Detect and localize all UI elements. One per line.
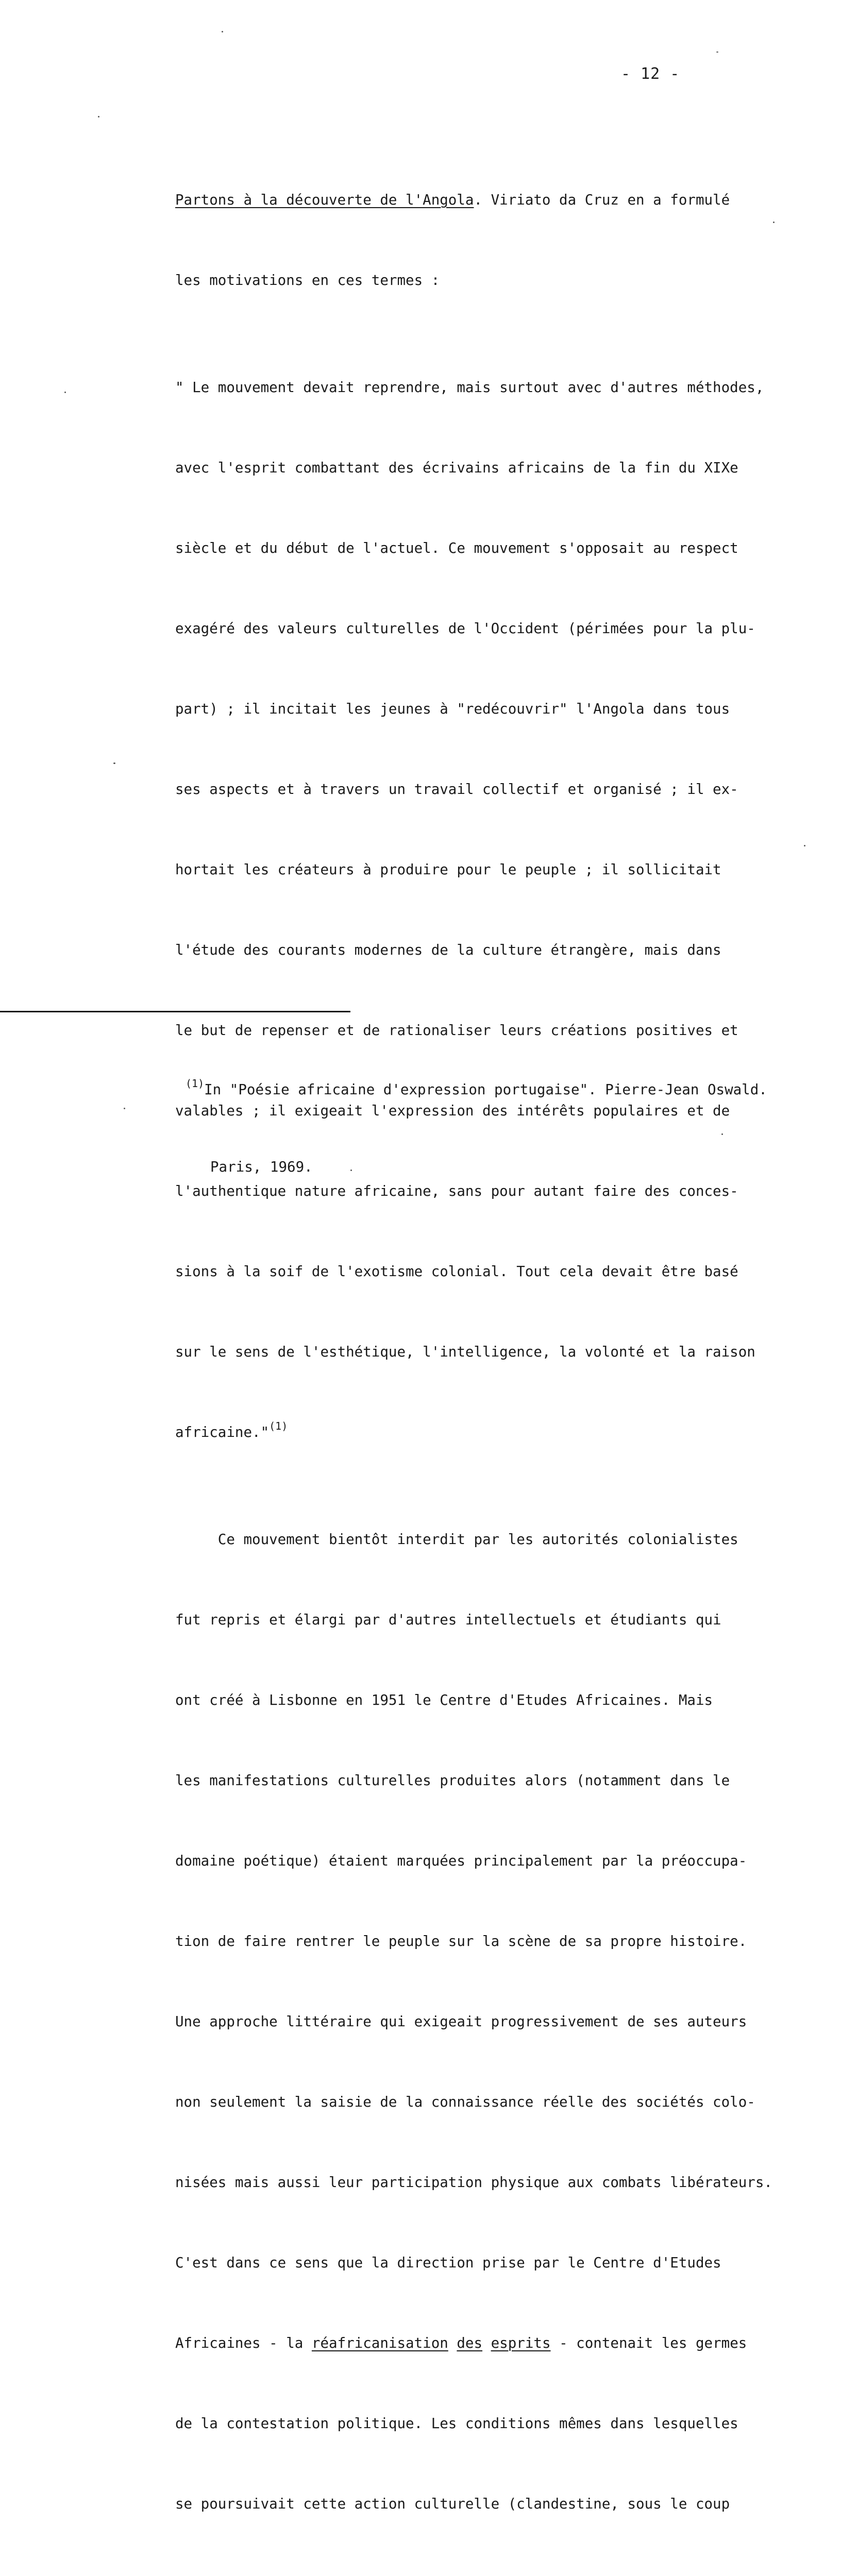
scan-speck [773,222,775,223]
scan-speck [222,31,223,32]
scan-speck [804,845,805,846]
intro-line-1 [175,187,840,213]
quote-line: ses aspects et à travers un travail collectif et organisé ; il ex- [175,781,738,798]
quote-last-text: africaine." [175,1424,270,1440]
paragraph-line: non seulement la saisie de la connaissance réelle des sociétés colo- [175,2094,755,2110]
page-number: - 12 - [621,65,680,83]
paragraph-line: C'est dans ce sens que la direction prise par le Centre d'Etudes [175,2255,721,2271]
quote-line: avec l'esprit combattant des écrivains africains de la fin du XIXe [175,460,738,476]
intro-underlined-phrase: Partons à la découverte de l'Angola [175,192,474,208]
scan-speck [350,1170,352,1171]
paragraph-line: tion de faire rentrer le peuple sur la scène de sa propre histoire. [175,1933,747,1950]
quote-last-line [175,1419,840,1446]
footnote-divider [0,1011,350,1012]
scan-speck [716,52,718,53]
footnote-line-1 [186,1077,767,1103]
scan-speck [124,1108,125,1109]
reafricanisation-term: réafricanisation [311,2335,448,2351]
quote-line: l'authentique nature africaine, sans pour autant faire des conces- [175,1183,738,1199]
paragraph-line: Ce mouvement bientôt interdit par les autorités colonialistes [175,1531,738,1548]
paragraph-line-underlined [175,2330,840,2357]
scan-speck [721,1133,723,1135]
quote-line: exagéré des valeurs culturelles de l'Occident (périmées pour la plu- [175,620,755,637]
paragraph-line: nisées mais aussi leur participation physique aux combats libérateurs. [175,2174,772,2191]
footnote-marker: (1) [186,1077,205,1090]
scan-speck [113,762,115,764]
footnote [186,1025,767,1231]
paragraph-line: fut repris et élargi par d'autres intellectuels et étudiants qui [175,1612,721,1628]
p2-line11-before: Africaines - la [175,2335,312,2351]
quote-line: l'étude des courants modernes de la culture étrangère, mais dans [175,942,721,958]
intro-line-2: les motivations en ces termes : [175,272,440,289]
p2-line11-after: - contenait les germes [550,2335,747,2351]
quote-line: siècle et du début de l'actuel. Ce mouvement s'opposait au respect [175,540,738,556]
quote-line: valables ; il exigeait l'expression des intérêts populaires et de [175,1103,730,1119]
p2-space [448,2335,457,2351]
body-text [175,133,840,2576]
des-term: des [457,2335,483,2351]
quote-line: le but de repenser et de rationaliser leurs créations positives et [175,1022,738,1039]
quote-line: sur le sens de l'esthétique, l'intelligence, la volonté et la raison [175,1344,755,1360]
esprits-term: esprits [491,2335,551,2351]
paragraph-line: de la contestation politique. Les conditions mêmes dans lesquelles [175,2415,738,2432]
footnote-reference: (1) [269,1420,288,1432]
paragraph-line: domaine poétique) étaient marquées principalement par la préoccupa- [175,1853,747,1869]
quote-line: hortait les créateurs à produire pour le peuple ; il sollicitait [175,861,721,878]
p2-space [482,2335,491,2351]
footnote-line-2: Paris, 1969. [210,1159,313,1175]
paragraph-line: se poursuivait cette action culturelle (clandestine, sous le coup [175,2496,730,2512]
quote-line: part) ; il incitait les jeunes à "redécouvrir" l'Angola dans tous [175,701,730,717]
scan-speck [98,116,99,117]
quote-line: sions à la soif de l'exotisme colonial. Tout cela devait être basé [175,1263,738,1280]
intro-line-1-rest: . Viriato da Cruz en a formulé [474,192,730,208]
paragraph-line [175,2571,840,2576]
paragraph-line: ont créé à Lisbonne en 1951 le Centre d'Etudes Africaines. Mais [175,1692,713,1708]
paragraph-line: Une approche littéraire qui exigeait progressivement de ses auteurs [175,2013,747,2030]
quote-line: " Le mouvement devait reprendre, mais surtout avec d'autres méthodes, [175,379,764,396]
paragraph-line: les manifestations culturelles produites alors (notamment dans le [175,1772,730,1789]
scan-speck [64,392,66,393]
footnote-text: In "Poésie africaine d'expression portugaise". Pierre-Jean Oswald. [204,1081,767,1098]
